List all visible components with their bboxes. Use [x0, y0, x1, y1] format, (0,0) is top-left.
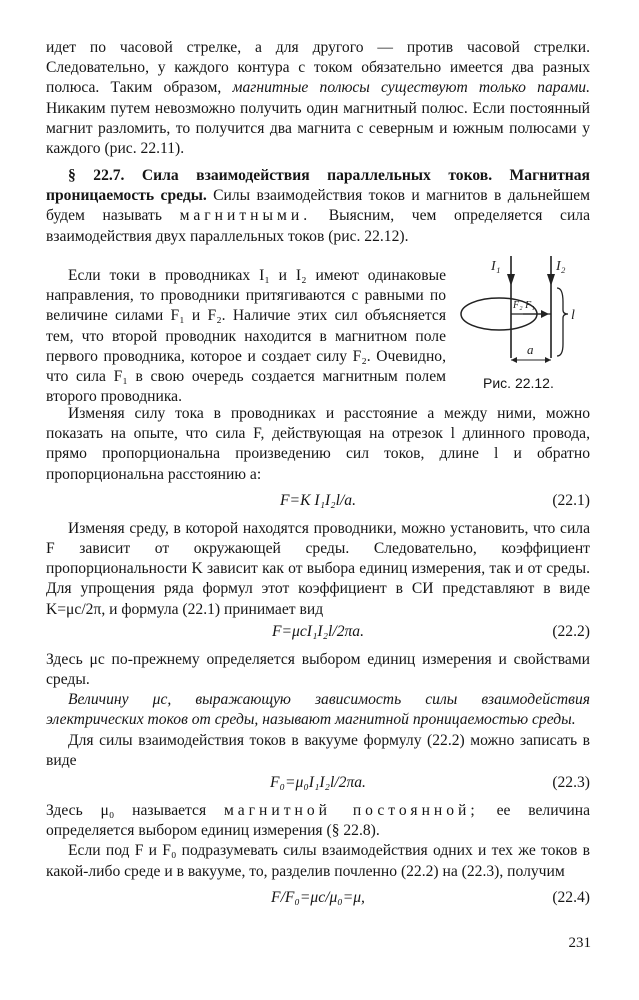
equation-22-4 — [46, 888, 590, 914]
equation-22-2 — [46, 622, 590, 648]
medium-paragraph: Изменяя среду, в которой находятся проводники, можно установить, что сила F зависит от окружающей среды. Следовательно, коэффициент пропорциональности K зависит как от выбора единиц измерения, так и от среды. Для упрощения ряда формул этот коэффициент в СИ представляют в виде K=μc/2π, и формула (22.1) принимает вид — [46, 519, 590, 618]
distance-left-arrow-icon — [511, 357, 517, 363]
ratio-paragraph: Если под F и F₀ подразумевать силы взаимодействия одних и тех же токов в какой-либо среде и в вакууме, то, разделив почленно (22.2) на (22.3), получим — [46, 842, 590, 880]
equation-22-2-number: (22.2) — [552, 622, 590, 640]
equation-22-4-formula: F/F₀=μc/μ₀=μ, — [271, 888, 365, 906]
mu0-spaced-term: магнитной постоянной; — [223, 802, 479, 820]
mu0-text-a: Здесь μ₀ называется — [46, 802, 224, 820]
body-block — [46, 404, 590, 914]
equation-22-1-number: (22.1) — [552, 491, 590, 509]
mu0-text-b: ее величина определяется выбором единиц измерения (§ 22.8). — [46, 802, 590, 840]
intro-text: идет по часовой стрелке, а для другого — против часовой стрелки. Следовательно, у каждого контура с током обязательно имеется два разных полюса. Таким образом, — [46, 39, 590, 97]
equation-22-4-number: (22.4) — [552, 888, 590, 906]
vacuum-paragraph: Для силы взаимодействия токов в вакууме формулу (22.2) можно записать в виде — [46, 731, 590, 769]
current-2-arrow-icon — [547, 274, 555, 286]
equation-22-3 — [46, 773, 590, 799]
equation-22-1-formula: F=K I₁I₂l/a. — [280, 491, 356, 509]
intro-paragraph — [46, 38, 590, 159]
section-heading: § 22.7. Сила взаимодействия параллельных токов. Магнитная проницаемость среды. — [46, 167, 590, 205]
intro-italic-text: магнитные полюсы существуют только парами. — [232, 79, 591, 97]
equation-22-1 — [46, 491, 590, 517]
figure-caption: Рис. 22.12. — [483, 375, 554, 391]
section-text-b: Выясним, чем определяется сила взаимодействия двух параллельных токов (рис. 22.12). — [46, 207, 590, 245]
intro-paragraph-block — [46, 38, 590, 159]
conductors-paragraph: Если токи в проводниках I₁ и I₂ имеют одинаковые направления, то проводники притягиваются с равными по величине силами F₁ и F₂. Наличие этих сил объясняется тем, что второй проводник находится в магнитном поле первого проводника, которое и создает силу F₂. Очевидно, что сила F₁ в свою очередь создается магнитным полем второго проводника. — [46, 267, 446, 406]
section-spaced-term: магнитными. — [179, 207, 312, 225]
figure-22-12 — [455, 248, 595, 396]
label-l: l — [571, 308, 575, 323]
mu-c-paragraph: Здесь μc по-прежнему определяется выбором единиц измерения и свойствами среды. — [46, 650, 590, 689]
intro-text-end: Никаким путем невозможно получить один магнитный полюс. Если постоянный магнит разломить, то получится два магнита с северным и южным полюсами у каждого (рис. 22.11). — [46, 99, 590, 158]
label-forces: F₂ F₁ — [513, 300, 535, 311]
label-i1: I₁ — [491, 259, 501, 274]
distance-paragraph: Изменяя силу тока в проводниках и расстояние a между ними, можно показать на опыте, что сила F, действующая на отрезок l длинного провода, прямо пропорциональна произведению сил токов, длине l и обратно пропорциональна расстоянию a: — [46, 405, 590, 483]
equation-22-2-formula: F=μcI₁I₂l/2πa. — [272, 622, 364, 640]
page-number: 231 — [568, 935, 591, 951]
label-i2: I₂ — [556, 259, 566, 274]
label-a: a — [527, 342, 534, 357]
parallel-currents-diagram — [455, 248, 595, 372]
section-paragraph — [46, 166, 590, 247]
distance-right-arrow-icon — [545, 357, 551, 363]
conductors-paragraph-block — [46, 266, 446, 407]
equation-22-3-formula: F₀=μ₀I₁I₂l/2πa. — [270, 774, 366, 792]
equation-22-3-number: (22.3) — [552, 774, 590, 792]
definition-paragraph: Величину μc, выражающую зависимость силы взаимодействия электрических токов от среды, называют магнитной проницаемостью среды. — [46, 691, 590, 729]
section-22-7 — [46, 166, 590, 247]
section-text-a: Силы взаимодействия токов и магнитов в дальнейшем будем называть — [46, 187, 590, 225]
length-brace — [557, 288, 568, 356]
current-1-arrow-icon — [507, 274, 515, 286]
mu0-paragraph — [46, 801, 590, 841]
